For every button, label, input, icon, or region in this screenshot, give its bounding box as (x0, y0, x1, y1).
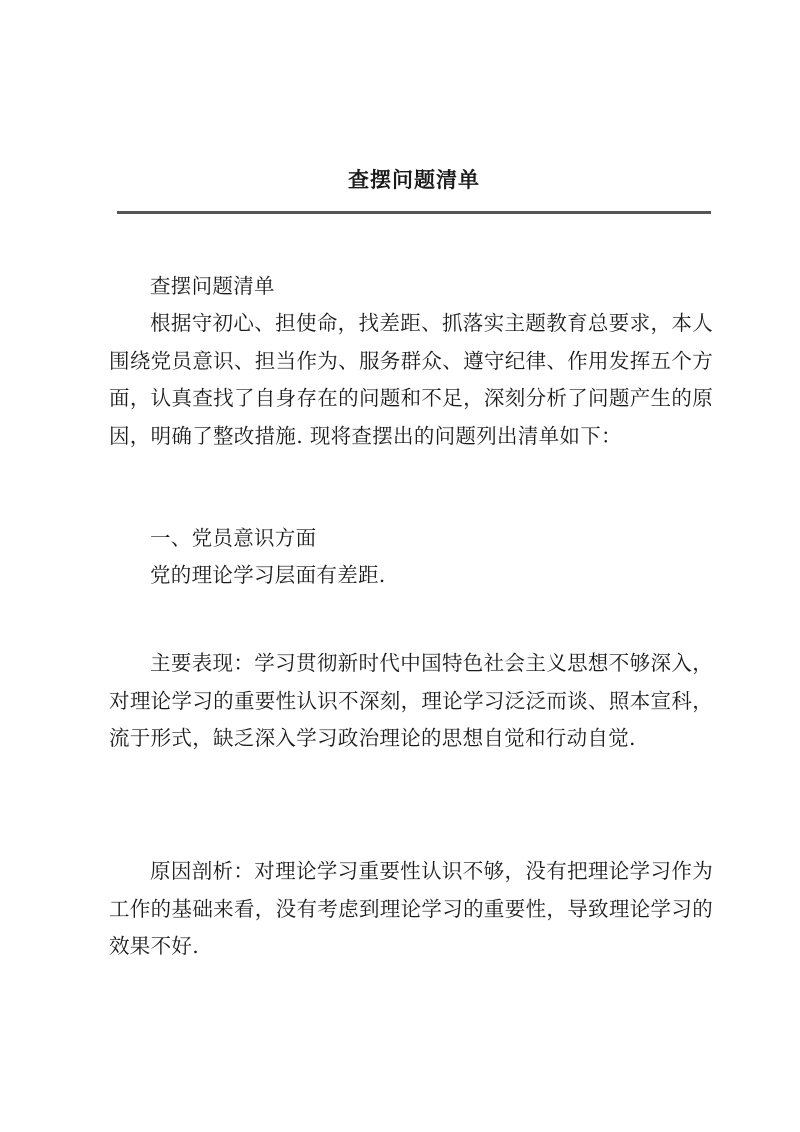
intro-paragraph: 根据守初心、担使命，找差距、抓落实主题教育总要求，本人围绕党员意识、担当作为、服务群众、遵守纪律、作用发挥五个方面，认真查找了自身存在的问题和不足，深刻分析了问题产生的原因，明确了整改措施. 现将查摆出的问题列出清单如下： (109, 311, 713, 448)
title-divider (117, 211, 711, 214)
section-summary: 党的理论学习层面有差距. (150, 563, 386, 587)
manifestation-paragraph: 主要表现：学习贯彻新时代中国特色社会主义思想不够深入，对理论学习的重要性认识不深刻，理论学习泛泛而谈、照本宣科，流于形式，缺乏深入学习政治理论的思想自觉和行动自觉. (109, 651, 713, 750)
section-heading: 一、党员意识方面 (150, 526, 317, 550)
subtitle: 查摆问题清单 (150, 274, 275, 298)
document-title: 查摆问题清单 (348, 167, 480, 192)
cause-paragraph: 原因剖析：对理论学习重要性认识不够，没有把理论学习作为工作的基础来看，没有考虑到理论学习的重要性，导致理论学习的效果不好. (109, 859, 713, 958)
